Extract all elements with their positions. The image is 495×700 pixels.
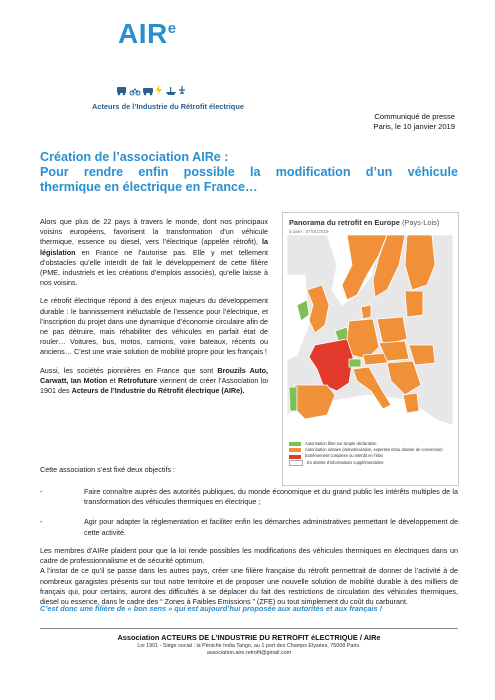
footer-association: Association ACTEURS DE L’INDUSTRIE DU RETROFIT éLECTRIQUE / AIRe <box>117 633 381 642</box>
legend-swatch <box>289 442 301 446</box>
press-label: Communiqué de presse <box>374 112 455 121</box>
legend-swatch <box>289 460 303 466</box>
logo-tagline: Acteurs de l’Industrie du Rétrofit électrique <box>92 102 244 111</box>
country-switzerland <box>349 359 361 367</box>
paragraph-stakes: Le rétrofit électrique répond à des enjeux majeurs du développement durable : le bannissement inéluctable de l’essence pour l’électrique, et l’inscription du projet dans une dynamique d’économie circulaire afin de ne pas détruire, mais réhabiliter des véhicules en parfait état de rouler… Voitures, bus, motos, camions, voire bateaux, récents ou anciens… C’est une vraie solution de mobilité propre pour les français ! <box>40 296 268 357</box>
list-item: - Agir pour adapter la réglementation et faciliter enfin les démarches administratives permettant le développement de cette activité. <box>40 517 458 537</box>
title-line-3: thermique en électrique en France… <box>40 180 258 194</box>
press-dateline: Paris, le 10 janvier 2019 <box>373 122 455 131</box>
title-line-1: Création de l’association AIRe : <box>40 150 229 164</box>
legend-label: En attente d’informations supplémentaires <box>307 459 384 465</box>
country-baltics <box>405 291 423 317</box>
footer-email: association.aire.retrofit@gmail.com <box>206 650 292 657</box>
conclusion-statement: C’est donc une filière de « bon sens » qui est aujourd’hui proposée aux autorités et aux français ! <box>40 604 383 613</box>
europe-retrofit-map <box>282 212 459 486</box>
left-column <box>40 217 268 404</box>
map-legend <box>289 441 443 466</box>
legend-swatch <box>289 455 301 459</box>
paragraph-members: Les membres d’AIRe plaident pour que la loi rende possibles les modifications des véhicules thermiques en électriques dans un cadre de professionnalisme et de sécurité optimum. <box>40 546 458 566</box>
footer-address: Loi 1901 - Siège social : la Péniche India Tango, au 1 port des Champs Elysées, 75008 Paris. <box>137 643 361 649</box>
paragraph-filiere: A l’instar de ce qu’il se passe dans les autres pays, créer une filière française du rétrofit permettrait de donner de l’activité à de nombreux garagistes présents sur tout notre territoire et de proposer une nouvelle solution de mobilité durable à des milliers de français qui, pour certains, auront des difficultés à se déplacer du fait des restrictions de circulation des véhicules thermiques, diesel ou essence, dans le cadre des “ Zones à Faibles Emissions ” (ZFE) ou tout simplement du coût du carburant. <box>40 566 458 607</box>
title-line-2: Pour rendre enfin possible la modification d’un véhicule <box>40 165 458 179</box>
press-header <box>374 112 455 132</box>
list-item: - Faire connaître auprès des autorités publiques, du monde économique et du grand public les intérêts multiples de la transformation des véhicules thermiques en électrique ; <box>40 487 458 507</box>
vehicle-icons <box>116 84 186 96</box>
country-austria <box>363 353 387 365</box>
legend-item <box>289 460 443 466</box>
europe-map <box>287 235 453 439</box>
footer <box>40 633 458 658</box>
legend-label: Autorisation libre sur simple déclaration <box>305 441 377 446</box>
country-portugal <box>289 387 297 411</box>
map-title: Panorama du retrofit en Europe (Pays-Lois) <box>289 218 440 227</box>
legend-swatch <box>289 448 301 452</box>
country-denmark <box>361 305 371 319</box>
footer-divider <box>40 628 458 629</box>
legend-label: Autorisation unitaire (immatriculation, expertise et/ou dossier de conversion) <box>305 447 443 453</box>
closing-paragraphs <box>40 546 458 607</box>
objectives-intro: Cette association s’est fixé deux objectifs : <box>40 465 176 474</box>
paragraph-context: Alors que plus de 22 pays à travers le monde, dont nos principaux voisins européens, favorisent la transformation d’un véhicule thermique, essence ou diesel, vers l’électrique (appelée rétrofit), la législation en France ne l’autorise pas. Elle y met tellement d’obstacles qu’elle interdit de fait le développement de cette filière (PME, industriels et les créations d’emplois associés), qu’elle laisse à nos voisins. <box>40 217 268 288</box>
logo-wordmark: AIR$^e$ <box>118 18 177 49</box>
page-title <box>40 150 458 195</box>
map-date: à date : 07/01/2019 <box>289 229 329 234</box>
objectives-list <box>40 487 458 548</box>
paragraph-founders: Aussi, les sociétés pionnières en France que sont Brouzils Auto, Carwatt, Ian Motion et Retrofuture viennent de créer l’Association loi 1901 des Acteurs de l’Industrie du Rétrofit électrique (AIRe). <box>40 365 268 396</box>
legend-label: Extrêmement complexe ou interdit en l’état <box>305 453 383 459</box>
